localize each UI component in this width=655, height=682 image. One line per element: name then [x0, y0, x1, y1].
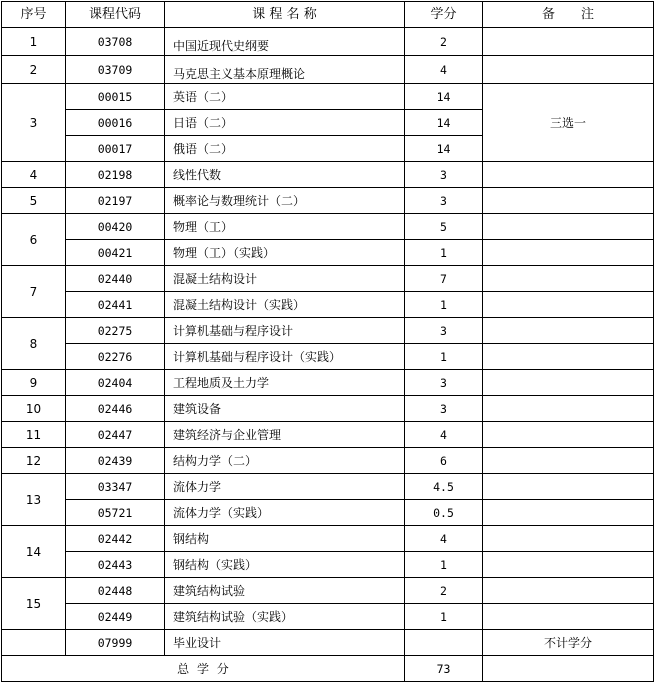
course-code-cell: 02404 [66, 370, 165, 396]
course-code-cell: 03708 [66, 28, 165, 56]
credits-cell: 7 [405, 266, 483, 292]
remark-cell [483, 266, 654, 292]
table-row [2, 396, 654, 422]
remark-cell [483, 214, 654, 240]
table-row [2, 578, 654, 604]
course-code-cell: 00017 [66, 136, 165, 162]
course-name-cell: 俄语（二） [165, 136, 405, 162]
header-credits: 学分 [405, 2, 483, 28]
seq-cell: 11 [2, 422, 66, 448]
credits-cell: 2 [405, 28, 483, 56]
credits-cell: 1 [405, 552, 483, 578]
course-code-cell: 02447 [66, 422, 165, 448]
remark-cell [483, 188, 654, 214]
seq-cell: 5 [2, 188, 66, 214]
course-name-cell: 混凝土结构设计（实践） [165, 292, 405, 318]
credits-cell: 4 [405, 526, 483, 552]
table-row [2, 318, 654, 344]
course-name-cell: 中国近现代史纲要 [165, 28, 405, 56]
course-name-cell: 工程地质及土力学 [165, 370, 405, 396]
course-code-cell: 02449 [66, 604, 165, 630]
course-code-cell: 02439 [66, 448, 165, 474]
table-row [2, 422, 654, 448]
header-name: 课 程 名 称 [165, 2, 405, 28]
seq-cell: 2 [2, 56, 66, 84]
course-code-cell: 02442 [66, 526, 165, 552]
seq-cell: 4 [2, 162, 66, 188]
remark-cell [483, 370, 654, 396]
course-name-cell: 钢结构 [165, 526, 405, 552]
credits-cell: 6 [405, 448, 483, 474]
course-code-cell: 05721 [66, 500, 165, 526]
seq-cell: 8 [2, 318, 66, 370]
course-code-cell: 00015 [66, 84, 165, 110]
remark-cell [483, 500, 654, 526]
course-name-cell: 计算机基础与程序设计（实践） [165, 344, 405, 370]
remark-cell: 不计学分 [483, 630, 654, 656]
table-row [2, 344, 654, 370]
course-name-cell: 线性代数 [165, 162, 405, 188]
course-name-cell: 计算机基础与程序设计 [165, 318, 405, 344]
course-name-cell: 混凝土结构设计 [165, 266, 405, 292]
course-code-cell: 00420 [66, 214, 165, 240]
course-name-cell: 日语（二） [165, 110, 405, 136]
remark-cell [483, 604, 654, 630]
credits-cell: 4 [405, 422, 483, 448]
course-name-cell: 流体力学 [165, 474, 405, 500]
total-credits: 73 [405, 656, 483, 682]
seq-cell: 1 [2, 28, 66, 56]
total-label: 总 学 分 [2, 656, 405, 682]
credits-cell: 4 [405, 56, 483, 84]
table-row [2, 448, 654, 474]
seq-cell: 3 [2, 84, 66, 162]
seq-cell: 9 [2, 370, 66, 396]
remark-cell [483, 56, 654, 84]
course-name-cell: 毕业设计 [165, 630, 405, 656]
credits-cell: 5 [405, 214, 483, 240]
credits-cell: 3 [405, 396, 483, 422]
table-row [2, 500, 654, 526]
remark-cell [483, 240, 654, 266]
seq-cell: 6 [2, 214, 66, 266]
table-row [2, 214, 654, 240]
course-code-cell: 02440 [66, 266, 165, 292]
seq-cell [2, 630, 66, 656]
course-name-cell: 建筑结构试验 [165, 578, 405, 604]
seq-cell: 7 [2, 266, 66, 318]
table-row [2, 604, 654, 630]
course-code-cell: 03709 [66, 56, 165, 84]
table-row [2, 28, 654, 56]
seq-cell: 15 [2, 578, 66, 630]
course-name-cell: 概率论与数理统计（二） [165, 188, 405, 214]
course-code-cell: 03347 [66, 474, 165, 500]
course-name-cell: 建筑经济与企业管理 [165, 422, 405, 448]
table-row [2, 630, 654, 656]
course-code-cell: 02443 [66, 552, 165, 578]
course-name-cell: 钢结构（实践） [165, 552, 405, 578]
course-code-cell: 02276 [66, 344, 165, 370]
course-code-cell: 02197 [66, 188, 165, 214]
header-seq: 序号 [2, 2, 66, 28]
table-row [2, 526, 654, 552]
header-remark: 备 注 [483, 2, 654, 28]
course-name-cell: 结构力学（二） [165, 448, 405, 474]
table-row [2, 240, 654, 266]
credits-cell: 3 [405, 318, 483, 344]
credits-cell: 2 [405, 578, 483, 604]
course-code-cell: 00421 [66, 240, 165, 266]
table-row [2, 84, 654, 110]
credits-cell: 3 [405, 370, 483, 396]
course-name-cell: 建筑结构试验（实践） [165, 604, 405, 630]
remark-cell [483, 578, 654, 604]
remark-cell [483, 344, 654, 370]
table-row [2, 188, 654, 214]
remark-cell [483, 552, 654, 578]
table-row [2, 370, 654, 396]
seq-cell: 14 [2, 526, 66, 578]
seq-cell: 10 [2, 396, 66, 422]
remark-cell [483, 474, 654, 500]
credits-cell: 0.5 [405, 500, 483, 526]
credits-cell [405, 630, 483, 656]
course-name-cell: 英语（二） [165, 84, 405, 110]
table-row [2, 56, 654, 84]
credits-cell: 3 [405, 188, 483, 214]
credits-cell: 3 [405, 162, 483, 188]
course-code-cell: 02198 [66, 162, 165, 188]
course-plan-table [1, 1, 654, 682]
course-name-cell: 马克思主义基本原理概论 [165, 56, 405, 84]
course-code-cell: 02441 [66, 292, 165, 318]
remark-cell [483, 162, 654, 188]
seq-cell: 13 [2, 474, 66, 526]
course-code-cell: 07999 [66, 630, 165, 656]
remark-cell [483, 396, 654, 422]
course-code-cell: 02448 [66, 578, 165, 604]
remark-cell [483, 318, 654, 344]
course-code-cell: 00016 [66, 110, 165, 136]
table-row [2, 552, 654, 578]
credits-cell: 14 [405, 84, 483, 110]
remark-cell [483, 292, 654, 318]
credits-cell: 1 [405, 292, 483, 318]
credits-cell: 1 [405, 604, 483, 630]
remark-cell: 三选一 [483, 84, 654, 162]
course-name-cell: 物理（工）（实践） [165, 240, 405, 266]
credits-cell: 14 [405, 110, 483, 136]
credits-cell: 14 [405, 136, 483, 162]
remark-cell [483, 526, 654, 552]
credits-cell: 1 [405, 344, 483, 370]
table-row [2, 162, 654, 188]
credits-cell: 4.5 [405, 474, 483, 500]
course-name-cell: 流体力学（实践） [165, 500, 405, 526]
remark-cell [483, 422, 654, 448]
credits-cell: 1 [405, 240, 483, 266]
course-code-cell: 02275 [66, 318, 165, 344]
course-name-cell: 建筑设备 [165, 396, 405, 422]
seq-cell: 12 [2, 448, 66, 474]
remark-cell [483, 28, 654, 56]
table-row [2, 474, 654, 500]
remark-cell [483, 448, 654, 474]
header-row [2, 2, 654, 28]
header-code: 课程代码 [66, 2, 165, 28]
table-row [2, 292, 654, 318]
course-code-cell: 02446 [66, 396, 165, 422]
course-name-cell: 物理（工） [165, 214, 405, 240]
table-row [2, 266, 654, 292]
